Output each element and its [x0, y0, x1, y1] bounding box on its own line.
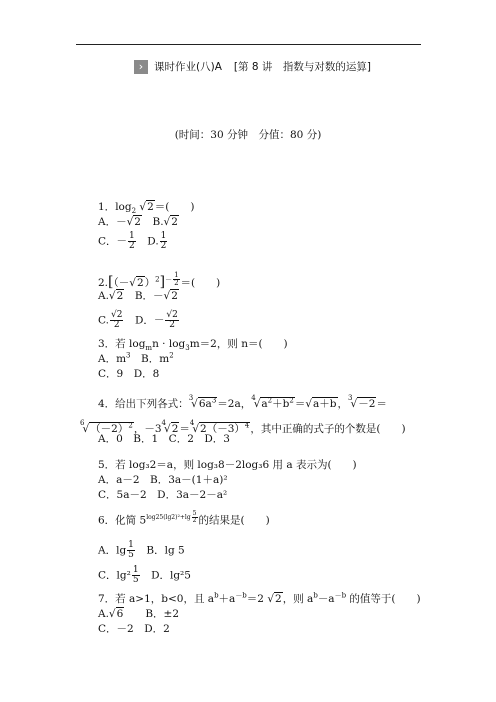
q2-options-cd: C. $\frac{√2}{2}$ D．－ $\frac{√2}{2}$ [98, 310, 178, 330]
page-header [134, 59, 371, 74]
question-5: 5．若 log₃2＝a，则 log₃8－2log₃6 用 a 表示为( ) [98, 459, 357, 471]
question-1: 1．$\log_2 √2=$( ) [98, 201, 195, 216]
question-4-line1: 4．给出下列各式：$^3√6a^3=2a$，$^4√a^2+b^2=√a+b$，$^3$√－2＝ [98, 394, 387, 410]
q7-options-cd: C．－2 D．2 [98, 623, 170, 635]
q5-options-ab: A．a－2 B．3a－(1＋a)² [98, 474, 228, 486]
header-section: [第 8 讲 指数与对数的运算] [233, 61, 371, 73]
time-info: (时间：30 分钟 分值：80 分) [174, 129, 322, 141]
q1-options-cd: C．－ $\frac{1}{2}$ D. $\frac{1}{2}$ [98, 231, 167, 251]
q6-options-ab: A．lg $\frac{1}{5}$ B．lg 5 [98, 540, 185, 560]
question-6: 6．化简 $5^{log25(lg2)^2+lg \frac{5}{2}}$ 的结果是( ) [98, 510, 270, 527]
question-3: 3．若 $\log_mn \cdot \log_3m=2$，则 n＝( ) [98, 338, 288, 353]
q5-options-cd: C．5a－2 D．3a－2－a² [98, 489, 228, 501]
q3-options-cd: C．9 D．8 [98, 368, 160, 380]
question-7: 7．若 a>1，b<0，且 $a^b+a^{-b}=2$ √2，则 $a^b-a^{-b}$ 的值等于( ) [98, 591, 421, 605]
q7-options-ab: A.√6 B．±2 [98, 608, 180, 620]
q1-options-ab: A．－√2 B.√2 [98, 216, 178, 228]
top-rule [76, 44, 421, 45]
q4-options: A．0 B．1 C．2 D．3 [98, 433, 230, 445]
q6-options-cd: C．lg² $\frac{1}{5}$ D．lg²5 [98, 565, 191, 585]
q3-options-ab: A．$m^3$ B．$m^2$ [98, 351, 174, 365]
question-2: $2.[(-√2)^2]^{- \frac{1}{2}}$ ＝( ) [98, 271, 221, 290]
header-title: 课时作业(八)A [154, 61, 222, 73]
chevron-right-icon: › [134, 60, 148, 74]
q2-options-ab: A.√2 B．－√2 [98, 290, 178, 302]
question-4-line2: $^6√(-2)^2$，$-3^4√2=^4√2(-3)^4$，其中正确的式子的个数是( ) [80, 419, 406, 435]
